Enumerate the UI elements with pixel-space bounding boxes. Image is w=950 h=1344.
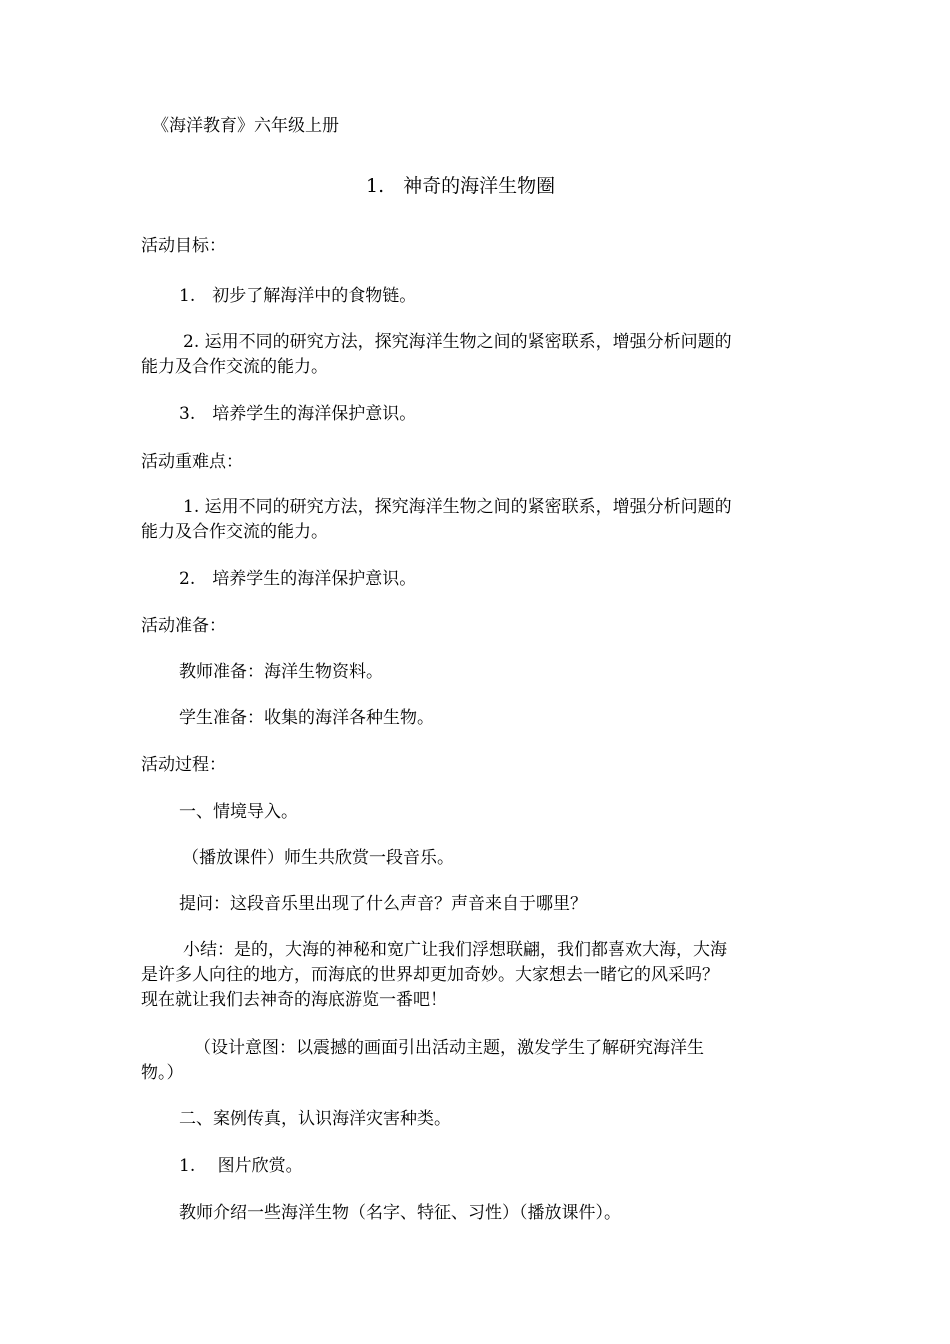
key-point-1-line-2: 能力及合作交流的能力。 [141, 522, 328, 542]
play-courseware: （播放课件）师生共欣赏一段音乐。 [182, 848, 454, 868]
picture-appreciation: 1. 图片欣赏。 [179, 1156, 303, 1176]
summary-line-2: 是许多人向往的地方，而海底的世界却更加奇妙。大家想去一睹它的风采吗？ [141, 965, 719, 985]
goal-item-3: 3. 培养学生的海洋保护意识。 [179, 404, 417, 424]
question-text: 提问：这段音乐里出现了什么声音？声音来自于哪里？ [179, 894, 587, 914]
process-heading: 活动过程： [141, 755, 226, 775]
step-1-heading: 一、情境导入。 [179, 802, 298, 822]
key-points-heading: 活动重难点： [141, 452, 243, 472]
design-intent-line-2: 物。） [141, 1063, 184, 1083]
goal-item-1: 1. 初步了解海洋中的食物链。 [179, 286, 417, 306]
goal-item-2-line-1: 2. 运用不同的研究方法，探究海洋生物之间的紧密联系，增强分析问题的 [183, 332, 732, 352]
design-intent-line-1: （设计意图：以震撼的画面引出活动主题，激发学生了解研究海洋生 [194, 1038, 704, 1058]
student-preparation: 学生准备：收集的海洋各种生物。 [179, 708, 434, 728]
summary-line-1: 小结：是的，大海的神秘和宽广让我们浮想联翩，我们都喜欢大海，大海 [183, 940, 727, 960]
goals-heading: 活动目标： [141, 236, 226, 256]
book-header: 《海洋教育》六年级上册 [152, 116, 339, 136]
key-point-1-line-1: 1. 运用不同的研究方法，探究海洋生物之间的紧密联系，增强分析问题的 [183, 497, 732, 517]
goal-item-2-line-2: 能力及合作交流的能力。 [141, 357, 328, 377]
teacher-preparation: 教师准备：海洋生物资料。 [179, 662, 383, 682]
teacher-intro: 教师介绍一些海洋生物（名字、特征、习性）（播放课件）。 [179, 1203, 621, 1223]
summary-line-3: 现在就让我们去神奇的海底游览一番吧！ [141, 990, 447, 1010]
key-point-2: 2. 培养学生的海洋保护意识。 [179, 569, 417, 589]
lesson-title: 1. 神奇的海洋生物圈 [366, 175, 556, 197]
step-2-heading: 二、案例传真，认识海洋灾害种类。 [179, 1109, 451, 1129]
preparation-heading: 活动准备： [141, 616, 226, 636]
